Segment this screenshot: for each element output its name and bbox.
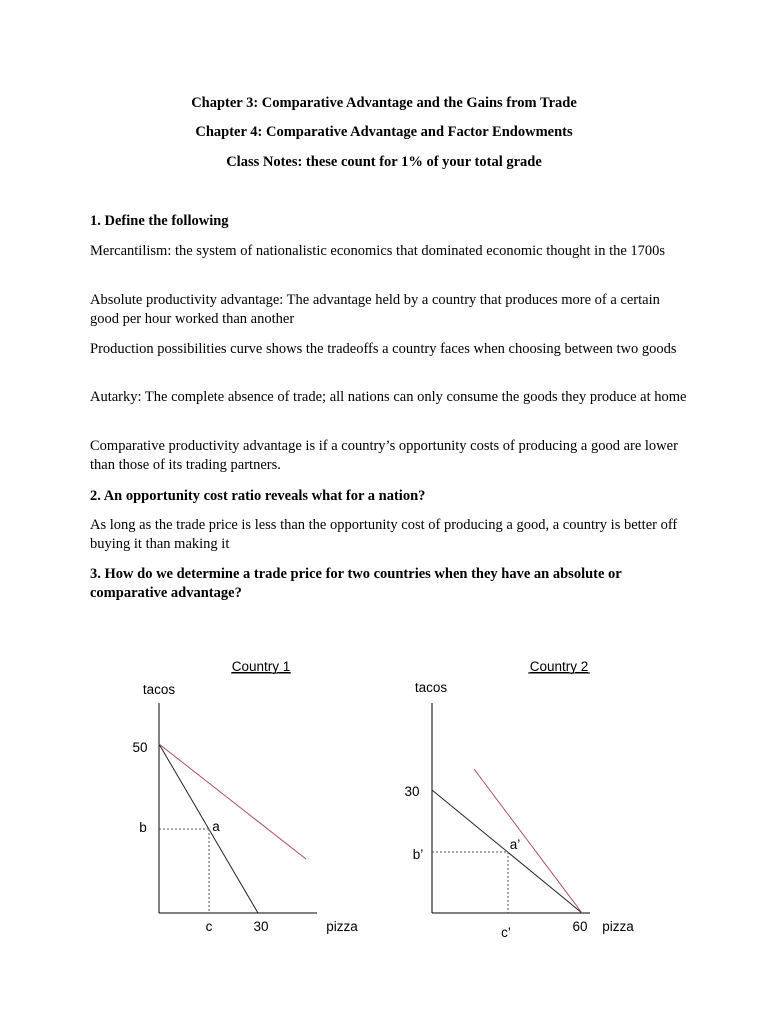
country-2-b-label: b’ — [412, 847, 424, 862]
definition-absolute-advantage: Absolute productivity advantage: The advantage held by a country that produces more of a certain good per hour worked than another — [90, 292, 660, 327]
question-1: 1. Define the following — [90, 213, 229, 229]
country-2-x-axis-label: pizza — [602, 919, 634, 934]
country-1-x-axis-label: pizza — [326, 919, 358, 934]
country-1-b-label: b — [139, 820, 147, 835]
country-1-c-label: c — [205, 919, 213, 934]
definition-autarky: Autarky: The complete absence of trade; all nations can only consume the goods they produce at home — [90, 389, 687, 405]
chapter-3-heading: Chapter 3: Comparative Advantage and the Gains from Trade — [191, 95, 577, 111]
country-1-graph — [132, 659, 358, 934]
definition-mercantilism: Mercantilism: the system of nationalistic economics that dominated economic thought in the 1700s — [90, 243, 666, 259]
country-2-graph — [404, 659, 634, 940]
definition-comparative-advantage: Comparative productivity advantage is if a country’s opportunity costs of producing a good are lower than those of its trading partners. — [90, 438, 678, 473]
country-2-c-label: c’ — [501, 925, 511, 940]
country-2-y-intercept-label: 30 — [404, 784, 420, 799]
answer-2: As long as the trade price is less than the opportunity cost of producing a good, a country is better off buying it than making it — [90, 517, 678, 552]
question-2: 2. An opportunity cost ratio reveals what for a nation? — [90, 488, 426, 504]
country-1-trade-line — [159, 744, 306, 859]
country-1-y-axis-label: tacos — [142, 682, 176, 697]
country-2-x-intercept-label: 60 — [572, 919, 588, 934]
country-1-point-a-label: a — [212, 819, 220, 834]
country-2-trade-line — [474, 769, 582, 913]
country-1-x-intercept-label: 30 — [253, 919, 269, 934]
definition-ppc: Production possibilities curve shows the tradeoffs a country faces when choosing between two goods — [90, 341, 677, 357]
question-3: 3. How do we determine a trade price for two countries when they have an absolute or comparative advantage? — [90, 566, 622, 601]
class-notes-heading: Class Notes: these count for 1% of your total grade — [226, 154, 542, 170]
country-2-point-a-label: a’ — [509, 837, 521, 852]
country-2-title: Country 2 — [529, 659, 589, 674]
country-1-y-intercept-label: 50 — [132, 740, 148, 755]
country-2-y-axis-label: tacos — [414, 680, 448, 695]
country-2-ppc-line — [432, 790, 582, 913]
chapter-4-heading: Chapter 4: Comparative Advantage and Factor Endowments — [195, 124, 573, 140]
country-1-title: Country 1 — [231, 659, 291, 674]
